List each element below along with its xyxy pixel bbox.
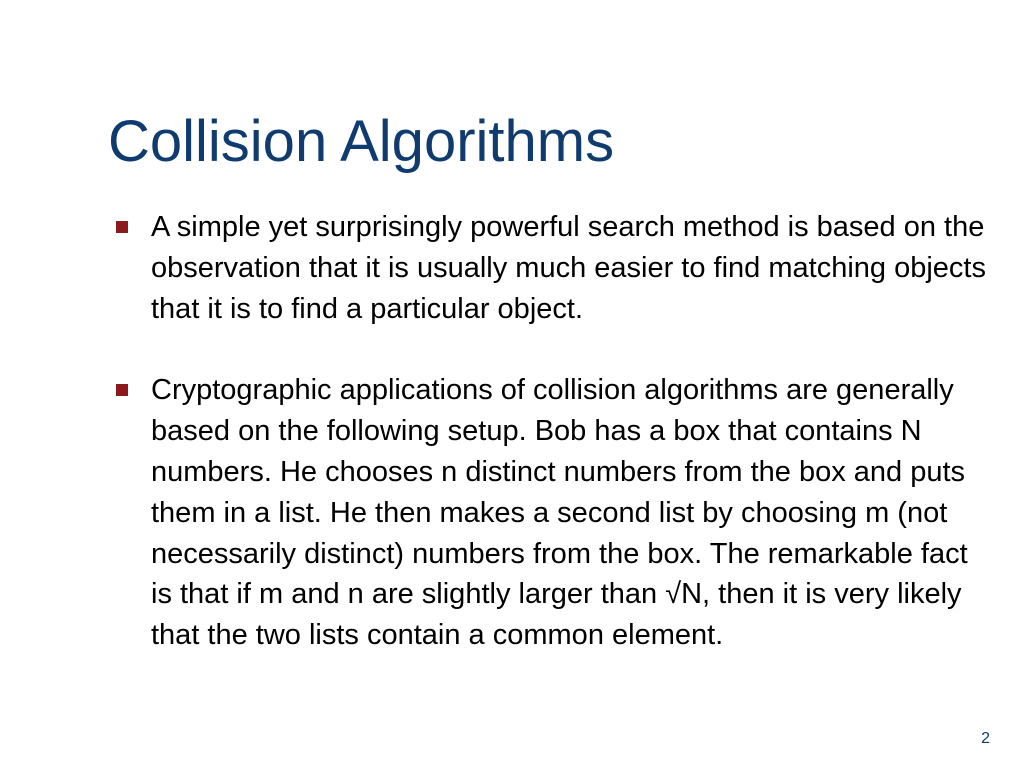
square-bullet-icon xyxy=(116,384,128,396)
page-number: 2 xyxy=(981,730,990,747)
bullet-text: A simple yet surprisingly powerful search method is based on the observation that it is usually much easier to find matching objects that it is to find a particular object. xyxy=(151,211,986,325)
bullet-item xyxy=(112,207,992,329)
square-bullet-icon xyxy=(116,221,128,233)
bullet-item xyxy=(112,370,992,656)
bullet-list xyxy=(112,207,992,656)
slide-title: Collision Algorithms xyxy=(108,109,615,174)
bullet-text: Cryptographic applications of collision algorithms are generally based on the following setup. Bob has a box that contains N numbers. He chooses n distinct numbers from the box and puts them in a list. He then makes a second list by choosing m (not necessarily distinct) numbers from the box. The remarkable fact is that if m and n are slightly larger than √N, then it is very likely that the two lists contain a common element. xyxy=(151,374,968,652)
